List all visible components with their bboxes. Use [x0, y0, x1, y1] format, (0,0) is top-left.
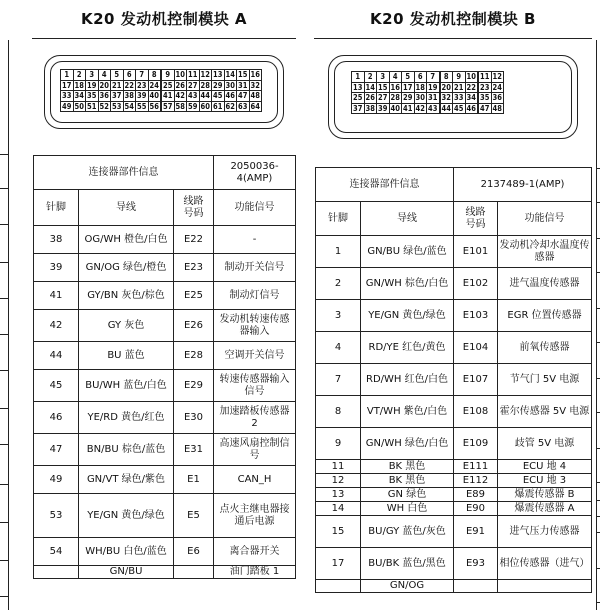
edge-rule [0, 522, 8, 523]
pin-cell: 44 [200, 91, 210, 101]
pin-number-cell: 4 [316, 332, 361, 364]
function-signal-cell: 发动机冷却水温度传感器 [498, 236, 592, 268]
wire-color-cell: GN/OG [361, 580, 454, 593]
connector-part-number: 2137489-1(AMP) [454, 168, 592, 202]
pin-cell: 40 [148, 91, 161, 102]
pin-number-cell: 3 [316, 300, 361, 332]
function-signal-cell: 制动灯信号 [214, 282, 296, 310]
right-edge-table-fragment [596, 40, 600, 610]
circuit-number-cell: E111 [454, 460, 498, 474]
connector-info-label: 连接器部件信息 [34, 156, 214, 190]
pin-cell: 53 [112, 102, 122, 112]
pin-cell: 55 [137, 102, 147, 112]
table-row [34, 466, 296, 494]
circuit-number-cell: E30 [174, 402, 214, 434]
table-row [316, 428, 592, 460]
connector-info-label: 连接器部件信息 [316, 168, 454, 202]
function-signal-cell: 加速踏板传感器 2 [214, 402, 296, 434]
header-circuit-text: 线路号码 [465, 206, 486, 230]
table-row [34, 254, 296, 282]
pin-number-cell: 15 [316, 516, 361, 548]
pin-cell: 43 [427, 103, 440, 114]
table-row [316, 516, 592, 548]
header-wire: 导线 [79, 190, 174, 226]
circuit-number-cell: E29 [174, 370, 214, 402]
wire-color-cell: RD/WH 红色/白色 [361, 364, 454, 396]
table-row [316, 460, 592, 474]
table-row [34, 226, 296, 254]
pin-cell: 10 [175, 70, 185, 80]
pin-cell: 54 [124, 102, 134, 112]
pin-cell: 11 [478, 72, 491, 83]
table-row [34, 282, 296, 310]
pin-cell: 13 [213, 70, 223, 80]
table-row [316, 268, 592, 300]
header-pin: 针脚 [316, 202, 361, 236]
wire-color-cell: GY 灰色 [79, 310, 174, 342]
table-row [34, 370, 296, 402]
pin-grid [351, 71, 504, 114]
pin-cell: 59 [188, 102, 198, 112]
pin-cell: 35 [87, 91, 97, 101]
pin-cell: 34 [465, 93, 478, 104]
function-signal-cell: 进气压力传感器 [498, 516, 592, 548]
panel-title: K20 发动机控制模块 B [370, 10, 536, 28]
pin-cell: 47 [478, 103, 491, 114]
pin-cell: 19 [87, 80, 97, 90]
function-signal-cell: 发动机转速传感器输入 [214, 310, 296, 342]
pin-row [352, 103, 504, 114]
pin-cell: 42 [415, 104, 425, 114]
wire-color-cell: BN/BU 棕色/蓝色 [79, 434, 174, 466]
circuit-number-cell: E107 [454, 364, 498, 396]
pin-cell: 30 [415, 93, 425, 103]
pin-number-cell: 2 [316, 268, 361, 300]
wire-color-cell: YE/RD 黄色/红色 [79, 402, 174, 434]
wire-color-cell: BU/BK 蓝色/黑色 [361, 548, 454, 580]
header-signal: 功能信号 [498, 202, 592, 236]
pin-cell: 43 [188, 91, 198, 101]
pin-cell: 15 [378, 82, 388, 92]
function-signal-cell: - [214, 226, 296, 254]
table-row [316, 488, 592, 502]
pin-cell: 2 [73, 70, 86, 81]
table-row [34, 402, 296, 434]
pin-number-cell: 12 [316, 474, 361, 488]
pin-cell: 31 [427, 93, 440, 104]
wire-color-cell: YE/GN 黄色/绿色 [361, 300, 454, 332]
pin-cell: 47 [238, 91, 248, 101]
circuit-number-cell: E25 [174, 282, 214, 310]
header-circuit [454, 202, 498, 236]
pin-cell: 56 [148, 101, 161, 112]
pin-cell: 17 [62, 80, 72, 90]
connector-diagram [44, 55, 284, 129]
header-row [34, 190, 296, 226]
pin-cell: 2 [364, 72, 377, 83]
pin-cell: 13 [353, 82, 363, 92]
pin-cell: 37 [112, 91, 122, 101]
pin-number-cell: 53 [34, 494, 79, 538]
function-signal-cell: 高速风扇控制信号 [214, 434, 296, 466]
circuit-number-cell: E1 [174, 466, 214, 494]
function-signal-cell: 油门踏板 1 [214, 566, 296, 579]
wire-color-cell: GN/WH 棕色/白色 [361, 268, 454, 300]
pin-cell: 23 [478, 82, 491, 93]
pin-cell: 41 [161, 91, 174, 102]
function-signal-cell: 进气温度传感器 [498, 268, 592, 300]
function-signal-cell: 歧管 5V 电源 [498, 428, 592, 460]
circuit-number-cell: E5 [174, 494, 214, 538]
wire-color-cell: OG/WH 橙色/白色 [79, 226, 174, 254]
pin-cell: 4 [98, 70, 111, 81]
table-row [316, 236, 592, 268]
pin-cell: 1 [352, 72, 365, 83]
pin-row [61, 70, 262, 81]
edge-rule [0, 484, 8, 485]
edge-rule [0, 262, 8, 263]
edge-rule [0, 596, 8, 597]
pin-cell: 25 [353, 93, 363, 103]
pin-cell: 22 [465, 82, 478, 93]
pin-cell: 1 [61, 70, 74, 81]
function-signal-cell: EGR 位置传感器 [498, 300, 592, 332]
edge-rule [0, 560, 8, 561]
pin-cell: 22 [124, 80, 134, 90]
pin-cell: 36 [492, 93, 502, 103]
pin-number-cell: 8 [316, 396, 361, 428]
pin-cell: 26 [365, 93, 375, 103]
circuit-number-cell: E89 [454, 488, 498, 502]
pin-cell: 21 [454, 82, 464, 92]
pin-number-cell: 7 [316, 364, 361, 396]
pin-cell: 45 [213, 91, 223, 101]
pin-cell: 5 [111, 70, 124, 81]
pin-cell: 34 [74, 91, 84, 101]
pin-number-cell: 54 [34, 538, 79, 566]
circuit-number-cell [454, 580, 498, 593]
function-signal-cell: 制动开关信号 [214, 254, 296, 282]
circuit-number-cell: E104 [454, 332, 498, 364]
table-row [34, 494, 296, 538]
pin-number-cell [316, 580, 361, 593]
circuit-number-cell: E101 [454, 236, 498, 268]
wire-color-cell: GN/VT 绿色/紫色 [79, 466, 174, 494]
edge-rule [0, 408, 8, 409]
pin-cell: 49 [62, 102, 72, 112]
pin-row [352, 82, 504, 93]
pin-cell: 35 [478, 93, 491, 104]
header-circuit [174, 190, 214, 226]
table-row [316, 300, 592, 332]
pin-cell: 58 [175, 102, 185, 112]
wire-color-cell: BU/WH 蓝色/白色 [79, 370, 174, 402]
function-signal-cell: ECU 地 3 [498, 474, 592, 488]
pin-cell: 5 [402, 72, 415, 83]
pin-cell: 29 [213, 80, 223, 90]
pin-number-cell: 42 [34, 310, 79, 342]
edge-rule [0, 154, 8, 155]
wire-color-cell: BU/GY 蓝色/灰色 [361, 516, 454, 548]
pin-cell: 38 [365, 104, 375, 114]
pin-row [352, 93, 504, 104]
pin-cell: 30 [225, 80, 235, 90]
pin-number-cell: 17 [316, 548, 361, 580]
function-signal-cell: 前氧传感器 [498, 332, 592, 364]
pin-cell: 57 [161, 101, 174, 112]
wire-color-cell: GN/BU 绿色/蓝色 [361, 236, 454, 268]
pin-cell: 32 [440, 93, 453, 104]
pin-number-cell: 9 [316, 428, 361, 460]
pin-cell: 16 [390, 82, 400, 92]
circuit-number-cell: E103 [454, 300, 498, 332]
pin-cell: 33 [454, 93, 464, 103]
pin-cell: 50 [74, 102, 84, 112]
table-row [316, 474, 592, 488]
pin-number-cell: 47 [34, 434, 79, 466]
pin-cell: 15 [238, 70, 248, 80]
header-row [316, 202, 592, 236]
connector-part-number: 2050036-4(AMP) [214, 156, 296, 190]
pin-cell: 17 [403, 82, 413, 92]
wire-color-cell: GN/BU [79, 566, 174, 579]
pin-cell: 18 [74, 80, 84, 90]
panel-title: K20 发动机控制模块 A [80, 10, 248, 28]
function-signal-cell: 相位传感器（进气） [498, 548, 592, 580]
pin-cell: 18 [415, 82, 425, 92]
wire-color-cell: WH/BU 白色/蓝色 [79, 538, 174, 566]
header-signal: 功能信号 [214, 190, 296, 226]
pin-cell: 8 [440, 72, 453, 83]
pin-row [61, 91, 262, 102]
connector-info-row [34, 156, 296, 190]
circuit-number-cell: E28 [174, 342, 214, 370]
table-row [34, 566, 296, 579]
function-signal-cell: 点火主继电器接通后电源 [214, 494, 296, 538]
wire-color-cell: BK 黑色 [361, 460, 454, 474]
pin-row [61, 80, 262, 91]
wire-color-cell: BU 蓝色 [79, 342, 174, 370]
wire-color-cell: BK 黑色 [361, 474, 454, 488]
wire-color-cell: GY/BN 灰色/棕色 [79, 282, 174, 310]
function-signal-cell: 爆震传感器 A [498, 502, 592, 516]
pin-number-cell: 14 [316, 502, 361, 516]
pin-cell: 25 [161, 80, 174, 91]
circuit-number-cell: E26 [174, 310, 214, 342]
wire-color-cell: GN/WH 绿色/白色 [361, 428, 454, 460]
pin-cell: 41 [403, 104, 413, 114]
pin-cell: 48 [250, 91, 260, 101]
pin-cell: 51 [87, 102, 97, 112]
edge-rule [0, 370, 8, 371]
pin-cell: 63 [238, 102, 248, 112]
pin-cell: 48 [492, 104, 502, 114]
pin-number-cell [34, 566, 79, 579]
pin-cell: 11 [188, 70, 198, 80]
pin-cell: 40 [390, 104, 400, 114]
pin-cell: 44 [440, 103, 453, 114]
circuit-number-cell [174, 566, 214, 579]
edge-rule [0, 334, 8, 335]
pin-cell: 9 [161, 70, 174, 81]
pin-cell: 7 [427, 72, 440, 83]
edge-rule [0, 188, 8, 189]
pin-cell: 10 [465, 72, 478, 83]
pin-cell: 33 [62, 91, 72, 101]
wire-color-cell: VT/WH 紫色/白色 [361, 396, 454, 428]
circuit-number-cell: E108 [454, 396, 498, 428]
pin-cell: 61 [213, 102, 223, 112]
pin-number-cell: 39 [34, 254, 79, 282]
circuit-number-cell: E90 [454, 502, 498, 516]
pin-cell: 45 [454, 104, 464, 114]
function-signal-cell: 空调开关信号 [214, 342, 296, 370]
pin-cell: 23 [137, 80, 147, 90]
pin-number-cell: 1 [316, 236, 361, 268]
function-signal-cell: 霍尔传感器 5V 电源 [498, 396, 592, 428]
pin-cell: 6 [123, 70, 136, 81]
circuit-number-cell: E102 [454, 268, 498, 300]
edge-rule [0, 298, 8, 299]
circuit-number-cell: E23 [174, 254, 214, 282]
pin-cell: 60 [200, 102, 210, 112]
pin-cell: 21 [112, 80, 122, 90]
pin-cell: 37 [353, 104, 363, 114]
pin-cell: 39 [137, 91, 147, 101]
pin-cell: 62 [225, 102, 235, 112]
pin-number-cell: 46 [34, 402, 79, 434]
table-row [34, 538, 296, 566]
pin-table [33, 155, 296, 579]
table-row [34, 310, 296, 342]
pin-cell: 7 [136, 70, 149, 81]
pin-cell: 36 [99, 91, 109, 101]
pin-number-cell: 41 [34, 282, 79, 310]
table-row [34, 434, 296, 466]
pin-cell: 24 [148, 80, 161, 91]
circuit-number-cell: E93 [454, 548, 498, 580]
table-row [316, 332, 592, 364]
pin-cell: 9 [453, 72, 466, 83]
header-wire: 导线 [361, 202, 454, 236]
table-row [316, 580, 592, 593]
pin-cell: 20 [99, 80, 109, 90]
circuit-number-cell: E112 [454, 474, 498, 488]
function-signal-cell: 转速传感器输入信号 [214, 370, 296, 402]
connector-diagram [328, 55, 578, 139]
function-signal-cell [498, 580, 592, 593]
circuit-number-cell: E109 [454, 428, 498, 460]
pin-cell: 14 [365, 82, 375, 92]
pin-cell: 4 [389, 72, 402, 83]
pin-cell: 46 [225, 91, 235, 101]
function-signal-cell: 爆震传感器 B [498, 488, 592, 502]
circuit-number-cell: E91 [454, 516, 498, 548]
function-signal-cell: ECU 地 4 [498, 460, 592, 474]
pin-cell: 27 [378, 93, 388, 103]
table-row [316, 396, 592, 428]
pin-grid [60, 69, 262, 112]
function-signal-cell: 离合器开关 [214, 538, 296, 566]
pin-cell: 29 [403, 93, 413, 103]
circuit-number-cell: E6 [174, 538, 214, 566]
header-circuit-text: 线路号码 [183, 195, 204, 219]
pin-number-cell: 11 [316, 460, 361, 474]
pin-cell: 14 [225, 70, 235, 80]
circuit-number-cell: E22 [174, 226, 214, 254]
pin-row [352, 72, 504, 83]
pin-cell: 19 [427, 82, 440, 93]
table-row [316, 502, 592, 516]
panel-frame [32, 38, 296, 577]
pin-row [61, 101, 262, 112]
pin-cell: 3 [377, 72, 390, 83]
pin-cell: 38 [124, 91, 134, 101]
panel-frame [314, 38, 592, 591]
pin-cell: 16 [250, 70, 260, 80]
pin-cell: 42 [175, 91, 185, 101]
pin-cell: 28 [200, 80, 210, 90]
pin-cell: 12 [492, 72, 502, 82]
pin-number-cell: 45 [34, 370, 79, 402]
pin-cell: 39 [378, 104, 388, 114]
edge-rule [0, 444, 8, 445]
pin-cell: 31 [238, 80, 248, 90]
pin-cell: 8 [148, 70, 161, 81]
pin-cell: 20 [440, 82, 453, 93]
pin-cell: 26 [175, 80, 185, 90]
table-row [34, 342, 296, 370]
wire-color-cell: WH 白色 [361, 502, 454, 516]
pin-cell: 6 [414, 72, 427, 83]
table-row [316, 364, 592, 396]
edge-rule [0, 224, 8, 225]
left-edge-table-fragment [0, 40, 9, 610]
pin-cell: 12 [200, 70, 210, 80]
pin-cell: 24 [492, 82, 502, 92]
table-row [316, 548, 592, 580]
wire-color-cell: GN 绿色 [361, 488, 454, 502]
pin-number-cell: 13 [316, 488, 361, 502]
function-signal-cell: CAN_H [214, 466, 296, 494]
pin-number-cell: 44 [34, 342, 79, 370]
wire-color-cell: RD/YE 红色/黄色 [361, 332, 454, 364]
wire-color-cell: GN/OG 绿色/橙色 [79, 254, 174, 282]
pin-cell: 28 [390, 93, 400, 103]
pin-number-cell: 38 [34, 226, 79, 254]
function-signal-cell: 节气门 5V 电源 [498, 364, 592, 396]
pin-cell: 52 [99, 102, 109, 112]
pin-cell: 3 [86, 70, 99, 81]
pin-number-cell: 49 [34, 466, 79, 494]
header-pin: 针脚 [34, 190, 79, 226]
wire-color-cell: YE/GN 黄色/绿色 [79, 494, 174, 538]
pin-table [315, 167, 592, 593]
pin-cell: 27 [188, 80, 198, 90]
connector-info-row [316, 168, 592, 202]
pin-cell: 64 [250, 102, 260, 112]
pin-cell: 46 [465, 103, 478, 114]
circuit-number-cell: E31 [174, 434, 214, 466]
pin-cell: 32 [250, 80, 260, 90]
